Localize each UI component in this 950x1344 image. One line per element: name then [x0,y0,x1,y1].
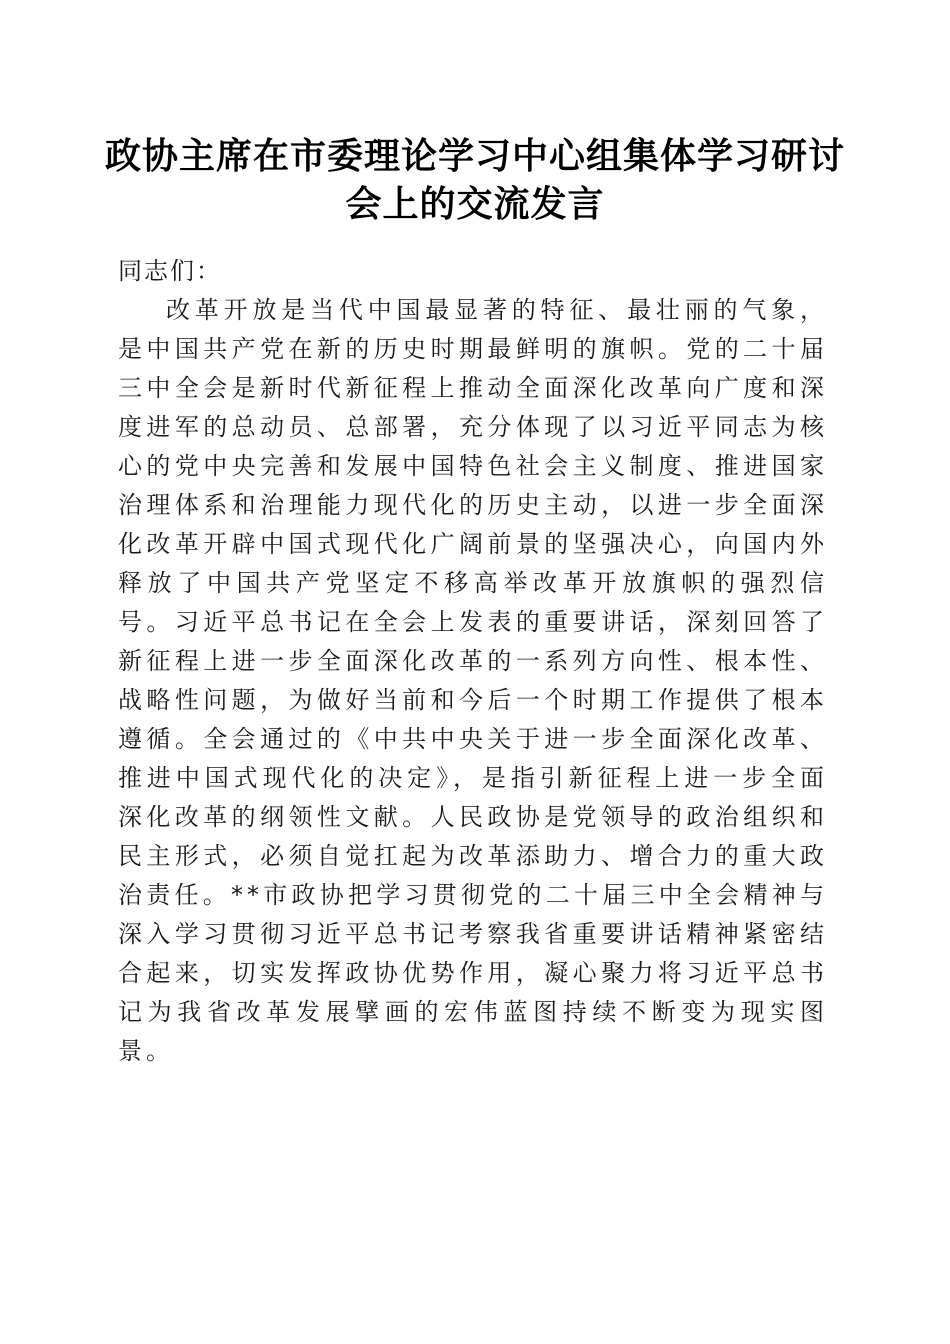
document-body [118,252,828,1071]
body-paragraph: 改革开放是当代中国最显著的特征、最壮丽的气象，是中国共产党在新的历史时期最鲜明的旗帜。党的二十届三中全会是新时代新征程上推动全面深化改革向广度和深度进军的总动员、总部署，充分体现了以习近平同志为核心的党中央完善和发展中国特色社会主义制度、推进国家治理体系和治理能力现代化的历史主动，以进一步全面深化改革开辟中国式现代化广阔前景的坚强决心，向国内外释放了中国共产党坚定不移高举改革开放旗帜的强烈信号。习近平总书记在全会上发表的重要讲话，深刻回答了新征程上进一步全面深化改革的一系列方向性、根本性、战略性问题，为做好当前和今后一个时期工作提供了根本遵循。全会通过的《中共中央关于进一步全面深化改革、推进中国式现代化的决定》，是指引新征程上进一步全面深化改革的纲领性文献。人民政协是党领导的政治组织和民主形式，必须自觉扛起为改革添助力、增合力的重大政治责任。**市政协把学习贯彻党的二十届三中全会精神与深入学习贯彻习近平总书记考察我省重要讲话精神紧密结合起来，切实发挥政协优势作用，凝心聚力将习近平总书记为我省改革发展擘画的宏伟蓝图持续不断变为现实图景。 [118,296,828,1065]
document-title: 政协主席在市委理论学习中心组集体学习研讨会上的交流发言 [104,135,845,225]
salutation: 同志们： [118,257,222,285]
